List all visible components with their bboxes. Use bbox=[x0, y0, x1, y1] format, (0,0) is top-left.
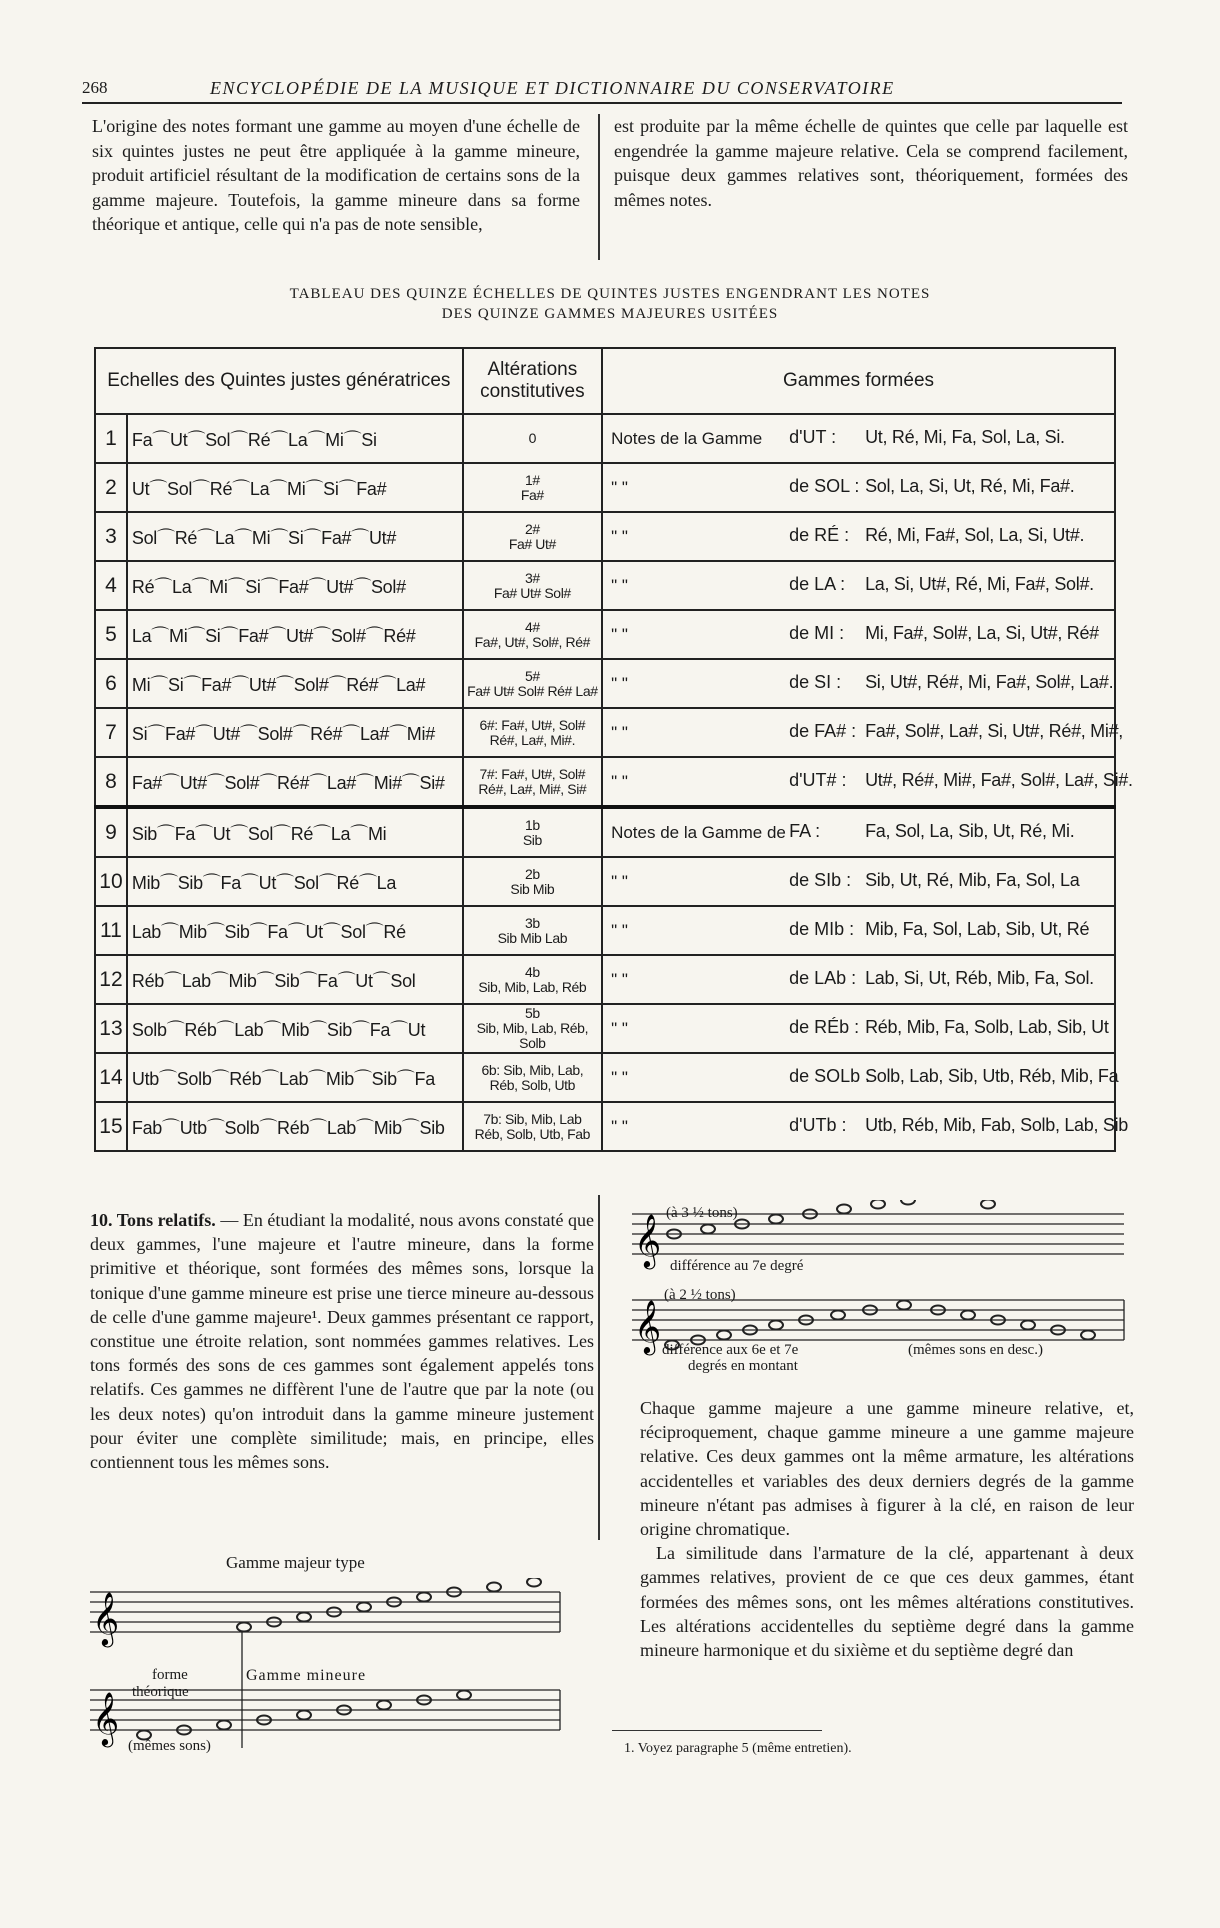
gamme-key: de LA : bbox=[789, 574, 846, 594]
row-number: 13 bbox=[95, 1004, 127, 1053]
gamme-notes: Mi, Fa#, Sol#, La, Si, Ut#, Ré# bbox=[865, 623, 1099, 643]
gamme-lead: " " bbox=[611, 1019, 628, 1038]
gamme-notes: Sol, La, Si, Ut, Ré, Mi, Fa#. bbox=[865, 476, 1075, 496]
intro-right-text: est produite par la même échelle de quintes que celle par laquelle est engendrée la gamme majeure relative. Cela se comprend facilement, puisque deux gammes relatives sont, théoriquement, formées des mêmes notes. bbox=[614, 116, 1128, 210]
alteration-line-2: Réb, Solb, Utb, Fab bbox=[474, 1125, 591, 1142]
alteration-cell bbox=[463, 463, 602, 512]
gamme-cell bbox=[602, 708, 1123, 757]
label-difference-6e-7e: différence aux 6e et 7e bbox=[662, 1342, 799, 1358]
echelle-cell: Réb⌒Lab⌒Mib⌒Sib⌒Fa⌒Ut⌒Sol bbox=[127, 955, 463, 1004]
treble-clef-icon-right-lower: 𝄞 bbox=[634, 1299, 662, 1353]
echelle-cell: Fa⌒Ut⌒Sol⌒Ré⌒La⌒Mi⌒Si bbox=[127, 414, 463, 463]
alteration-line-1: 4b bbox=[524, 963, 540, 980]
gamme-cell bbox=[602, 955, 1115, 1004]
echelle-cell: Si⌒Fa#⌒Ut#⌒Sol#⌒Ré#⌒La#⌒Mi# bbox=[127, 708, 463, 757]
gamme-notes: Ré, Mi, Fa#, Sol, La, Si, Ut#. bbox=[865, 525, 1085, 545]
label-a-2-tons: (à 2 ½ tons) bbox=[664, 1287, 736, 1303]
section-heading: 10. Tons relatifs. bbox=[90, 1210, 216, 1230]
gamme-cell bbox=[602, 1053, 1119, 1102]
footnote-rule bbox=[612, 1730, 822, 1731]
row-number: 10 bbox=[95, 857, 127, 906]
gamme-key: de RÉb : bbox=[789, 1017, 860, 1037]
alteration-cell bbox=[463, 414, 602, 463]
table-caption bbox=[150, 284, 1070, 324]
running-title: ENCYCLOPÉDIE DE LA MUSIQUE ET DICTIONNAIRE DU CONSERVATOIRE bbox=[210, 78, 895, 98]
table-row bbox=[95, 807, 1115, 857]
gamme-key: de MIb : bbox=[789, 919, 855, 939]
alteration-cell bbox=[463, 1102, 602, 1151]
section-tons-relatifs bbox=[90, 1208, 594, 1474]
row-number: 11 bbox=[95, 906, 127, 955]
row-number: 6 bbox=[95, 659, 127, 708]
table-row bbox=[95, 708, 1115, 757]
alteration-line-2: Fa# bbox=[520, 486, 544, 503]
alteration-cell bbox=[463, 906, 602, 955]
music-example-right bbox=[628, 1200, 1128, 1360]
echelle-cell: Solb⌒Réb⌒Lab⌒Mib⌒Sib⌒Fa⌒Ut bbox=[127, 1004, 463, 1053]
alteration-line-1: 6#: Fa#, Ut#, Sol# bbox=[479, 716, 586, 733]
alteration-line-2: Fa# Ut# Sol# Ré# La# bbox=[467, 682, 598, 699]
echelle-cell: Fa#⌒Ut#⌒Sol#⌒Ré#⌒La#⌒Mi#⌒Si# bbox=[127, 757, 463, 807]
alteration-line-2: Sib, Mib, Lab, Réb, Solb bbox=[476, 1020, 589, 1051]
staff-upper bbox=[90, 1592, 560, 1632]
row-number: 1 bbox=[95, 414, 127, 463]
alteration-line-2: Fa# Ut# bbox=[508, 535, 556, 552]
gamme-key: de SOLb : bbox=[789, 1066, 871, 1086]
label-degres-montant: degrés en montant bbox=[688, 1358, 798, 1374]
alteration-line-1: 2# bbox=[524, 520, 540, 537]
gamme-notes: Fa#, Sol#, La#, Si, Ut#, Ré#, Mi#, bbox=[865, 721, 1123, 741]
alteration-line-1: 5# bbox=[524, 667, 540, 684]
alteration-cell bbox=[463, 659, 602, 708]
gamme-notes: Mib, Fa, Sol, Lab, Sib, Ut, Ré bbox=[865, 919, 1090, 939]
gamme-lead: " " bbox=[611, 625, 628, 644]
gamme-key: de SOL : bbox=[789, 476, 860, 496]
table-row bbox=[95, 463, 1115, 512]
row-number: 15 bbox=[95, 1102, 127, 1151]
table-caption-line-1: TABLEAU DES QUINZE ÉCHELLES DE QUINTES JUSTES ENGENDRANT LES NOTES bbox=[289, 286, 931, 302]
column-divider-lower bbox=[598, 1195, 600, 1540]
gamme-notes: Utb, Réb, Mib, Fab, Solb, Lab, Sib bbox=[865, 1115, 1129, 1135]
gamme-cell bbox=[602, 512, 1115, 561]
echelle-cell: Sib⌒Fa⌒Ut⌒Sol⌒Ré⌒La⌒Mi bbox=[127, 807, 463, 857]
echelle-cell: Utb⌒Solb⌒Réb⌒Lab⌒Mib⌒Sib⌒Fa bbox=[127, 1053, 463, 1102]
alteration-line-2: Ré#, La#, Mi#. bbox=[489, 731, 576, 748]
header-gammes: Gammes formées bbox=[602, 348, 1115, 414]
music-title: Gamme majeur type bbox=[226, 1553, 365, 1572]
alteration-line-2: Réb, Solb, Utb bbox=[489, 1076, 576, 1093]
gamme-lead: " " bbox=[611, 723, 628, 742]
gamme-key: d'UT : bbox=[789, 427, 837, 447]
table-row bbox=[95, 1004, 1115, 1053]
row-number: 3 bbox=[95, 512, 127, 561]
alteration-cell bbox=[463, 561, 602, 610]
gamme-lead: Notes de la Gamme de bbox=[611, 823, 786, 842]
alteration-line-2: Sib, Mib, Lab, Réb bbox=[478, 978, 587, 995]
gamme-notes: Réb, Mib, Fa, Solb, Lab, Sib, Ut bbox=[865, 1017, 1109, 1037]
gamme-lead: " " bbox=[611, 921, 628, 940]
alteration-line-2: Fa# Ut# Sol# bbox=[493, 584, 571, 601]
gamme-notes: Sib, Ut, Ré, Mib, Fa, Sol, La bbox=[865, 870, 1080, 890]
treble-clef-icon-lower: 𝄞 bbox=[92, 1691, 120, 1745]
echelle-cell: Sol⌒Ré⌒La⌒Mi⌒Si⌒Fa#⌒Ut# bbox=[127, 512, 463, 561]
table-row bbox=[95, 1102, 1115, 1151]
gamme-key: de LAb : bbox=[789, 968, 857, 988]
gamme-lead: " " bbox=[611, 872, 628, 891]
alteration-line-1: 1# bbox=[524, 471, 540, 488]
alteration-line-1: 7b: Sib, Mib, Lab bbox=[483, 1110, 582, 1127]
label-theorique: théorique bbox=[132, 1684, 189, 1700]
staff-right-lower bbox=[632, 1300, 1124, 1340]
page-number: 268 bbox=[82, 78, 108, 97]
label-memes-sons-desc: (mêmes sons en desc.) bbox=[908, 1342, 1043, 1358]
tons-relatifs-paragraph bbox=[90, 1208, 594, 1474]
alteration-line-2: Fa#, Ut#, Sol#, Ré# bbox=[474, 633, 591, 650]
treble-clef-icon-right: 𝄞 bbox=[634, 1213, 662, 1267]
row-number: 2 bbox=[95, 463, 127, 512]
gamme-cell bbox=[602, 659, 1115, 708]
gamme-key: d'UT# : bbox=[789, 770, 847, 790]
echelle-cell: Lab⌒Mib⌒Sib⌒Fa⌒Ut⌒Sol⌒Ré bbox=[127, 906, 463, 955]
alteration-line-1: 3b bbox=[524, 914, 540, 931]
table-row bbox=[95, 659, 1115, 708]
gamme-cell bbox=[602, 1102, 1129, 1151]
relatives-text bbox=[640, 1396, 1134, 1662]
row-number: 5 bbox=[95, 610, 127, 659]
table-row bbox=[95, 955, 1115, 1004]
echelle-cell: Ré⌒La⌒Mi⌒Si⌒Fa#⌒Ut#⌒Sol# bbox=[127, 561, 463, 610]
row-number: 9 bbox=[95, 807, 127, 857]
alteration-line-1: 6b: Sib, Mib, Lab, bbox=[481, 1061, 584, 1078]
gamme-cell bbox=[602, 807, 1115, 857]
gamme-key: de SI : bbox=[789, 672, 842, 692]
alteration-cell bbox=[463, 708, 602, 757]
gamme-cell bbox=[602, 757, 1133, 807]
echelle-cell: La⌒Mi⌒Si⌒Fa#⌒Ut#⌒Sol#⌒Ré# bbox=[127, 610, 463, 659]
relatives-paragraph-1: Chaque gamme majeure a une gamme mineure relative, et, réciproquement, chaque gamme mineure a une gamme majeure relative. Ces deux gammes ont la même armature, les altérations accidentelles et variables des deux derniers degrés de la gamme mineure n'étant pas admises à figurer à la clé, en raison de leur origine chromatique. bbox=[640, 1398, 1134, 1540]
gamme-lead: " " bbox=[611, 772, 628, 791]
alteration-cell bbox=[463, 757, 602, 807]
row-number: 8 bbox=[95, 757, 127, 807]
alteration-line-1: 1b bbox=[524, 816, 540, 833]
gamme-cell bbox=[602, 561, 1115, 610]
label-gamme-mineure: Gamme mineure bbox=[246, 1667, 367, 1684]
echelle-cell: Ut⌒Sol⌒Ré⌒La⌒Mi⌒Si⌒Fa# bbox=[127, 463, 463, 512]
alteration-line-1: 5b bbox=[524, 1005, 540, 1021]
gamme-notes: Solb, Lab, Sib, Utb, Réb, Mib, Fa bbox=[865, 1066, 1119, 1086]
alteration-line-1: 7#: Fa#, Ut#, Sol# bbox=[479, 765, 586, 782]
gamme-notes: Ut#, Ré#, Mi#, Fa#, Sol#, La#, Si#. bbox=[865, 770, 1133, 790]
gamme-cell bbox=[602, 463, 1115, 512]
alteration-line-2: Ré#, La#, Mi#, Si# bbox=[478, 780, 587, 797]
gamme-notes: Lab, Si, Ut, Réb, Mib, Fa, Sol. bbox=[865, 968, 1094, 988]
gamme-key: de MI : bbox=[789, 623, 845, 643]
gamme-lead: " " bbox=[611, 970, 628, 989]
alteration-cell bbox=[463, 610, 602, 659]
gamme-notes: Fa, Sol, La, Sib, Ut, Ré, Mi. bbox=[865, 821, 1075, 841]
table-row bbox=[95, 757, 1115, 807]
echelle-cell: Mib⌒Sib⌒Fa⌒Ut⌒Sol⌒Ré⌒La bbox=[127, 857, 463, 906]
running-header bbox=[82, 76, 1122, 104]
section-text: — En étudiant la modalité, nous avons constaté que deux gammes, l'une majeure et l'autre mineure, dans la forme primitive et théorique, sont formées des mêmes sons, lorsque la tonique d'une gamme mineure est prise une tierce mineure au-dessous de celle d'une gamme majeure¹. Deux gammes présentant ce rapport, constitue une étroite relation, sont nommées gammes relatives. Les tons formés des sons de ces gammes sont également appelés tons relatifs. Ces gammes ne diffèrent l'une de l'autre que par la note (ou les deux notes) qu'on introduit dans la gamme mineure justement pour éviter une complète similitude; mais, en principe, elles contiennent tous les mêmes sons. bbox=[90, 1210, 594, 1473]
label-memes-sons: (mêmes sons) bbox=[128, 1738, 211, 1754]
alteration-cell bbox=[463, 1004, 602, 1053]
echelle-cell: Fab⌒Utb⌒Solb⌒Réb⌒Lab⌒Mib⌒Sib bbox=[127, 1102, 463, 1151]
gamme-notes: Ut, Ré, Mi, Fa, Sol, La, Si. bbox=[865, 427, 1065, 447]
footnote: 1. Voyez paragraphe 5 (même entretien). bbox=[624, 1741, 852, 1756]
alteration-line-1: 3# bbox=[524, 569, 540, 586]
table-row bbox=[95, 512, 1115, 561]
gamme-lead: " " bbox=[611, 527, 628, 546]
table-row bbox=[95, 906, 1115, 955]
alteration-cell bbox=[463, 807, 602, 857]
gamme-key: FA : bbox=[789, 821, 821, 841]
gamme-lead: " " bbox=[611, 1068, 628, 1087]
row-number: 14 bbox=[95, 1053, 127, 1102]
gamme-cell bbox=[602, 906, 1115, 955]
alteration-line-1: 4# bbox=[524, 618, 540, 635]
gamme-lead: " " bbox=[611, 674, 628, 693]
row-number: 12 bbox=[95, 955, 127, 1004]
gamme-key: de SIb : bbox=[789, 870, 852, 890]
gamme-cell bbox=[602, 414, 1115, 463]
alteration-cell bbox=[463, 1053, 602, 1102]
alteration-line-1: 2b bbox=[524, 865, 540, 882]
alteration-line-2: Sib Mib Lab bbox=[497, 929, 568, 946]
row-number: 4 bbox=[95, 561, 127, 610]
table-body bbox=[95, 414, 1133, 1151]
alteration-line-2: Sib bbox=[522, 831, 542, 848]
gamme-lead: " " bbox=[611, 576, 628, 595]
label-forme: forme bbox=[152, 1667, 188, 1683]
intro-right-column bbox=[614, 114, 1128, 212]
label-a-3-tons: (à 3 ½ tons) bbox=[666, 1205, 738, 1221]
gamme-cell bbox=[602, 610, 1115, 659]
gamme-cell bbox=[602, 1004, 1115, 1053]
echelle-cell: Mi⌒Si⌒Fa#⌒Ut#⌒Sol#⌒Ré#⌒La# bbox=[127, 659, 463, 708]
header-echelles: Echelles des Quintes justes génératrices bbox=[95, 348, 463, 414]
alteration-cell bbox=[463, 955, 602, 1004]
alteration-line-2: Sib Mib bbox=[510, 880, 555, 897]
notes-upper bbox=[237, 1578, 541, 1632]
gamme-notes: Si, Ut#, Ré#, Mi, Fa#, Sol#, La#. bbox=[865, 672, 1114, 692]
gamme-lead: " " bbox=[611, 1117, 628, 1136]
quintes-table bbox=[94, 347, 1133, 1152]
table-row bbox=[95, 857, 1115, 906]
gamme-key: de RÉ : bbox=[789, 525, 850, 545]
label-difference-7e: différence au 7e degré bbox=[670, 1258, 804, 1274]
header-alterations: Altérations constitutives bbox=[463, 348, 602, 414]
gamme-lead: " " bbox=[611, 478, 628, 497]
table-row bbox=[95, 561, 1115, 610]
alteration-cell bbox=[463, 857, 602, 906]
gamme-lead: Notes de la Gamme bbox=[611, 429, 763, 448]
gamme-key: de FA# : bbox=[789, 721, 857, 741]
table-row bbox=[95, 610, 1115, 659]
alteration-line-1: 0 bbox=[528, 430, 537, 446]
table-caption-line-2: DES QUINZE GAMMES MAJEURES USITÉES bbox=[441, 306, 779, 322]
intro-left-column bbox=[92, 114, 580, 237]
row-number: 7 bbox=[95, 708, 127, 757]
table-row bbox=[95, 1053, 1115, 1102]
gamme-key: d'UTb : bbox=[789, 1115, 847, 1135]
treble-clef-icon: 𝄞 bbox=[92, 1591, 120, 1645]
column-divider bbox=[598, 114, 600, 260]
alteration-cell bbox=[463, 512, 602, 561]
relatives-paragraph-2: La similitude dans l'armature de la clé, appartenant à deux gammes relatives, provient de ce que ces deux gammes, étant formées des mêmes sons, ont les mêmes altérations constitutives. Les altérations accidentelles du septième degré dans la gamme mineure harmonique et du sixième et du septième degré dan bbox=[640, 1543, 1134, 1661]
gamme-notes: La, Si, Ut#, Ré, Mi, Fa#, Sol#. bbox=[865, 574, 1094, 594]
table-row bbox=[95, 414, 1115, 463]
gamme-cell bbox=[602, 857, 1115, 906]
intro-left-text: L'origine des notes formant une gamme au moyen d'une échelle de six quintes justes ne peut être appliquée à la gamme mineure, produit artificiel résultant de la modification de certains sons de la gamme majeure. Toutefois, la gamme mineure dans sa forme théorique et antique, celle qui n'a pas de note sensible, bbox=[92, 116, 580, 235]
